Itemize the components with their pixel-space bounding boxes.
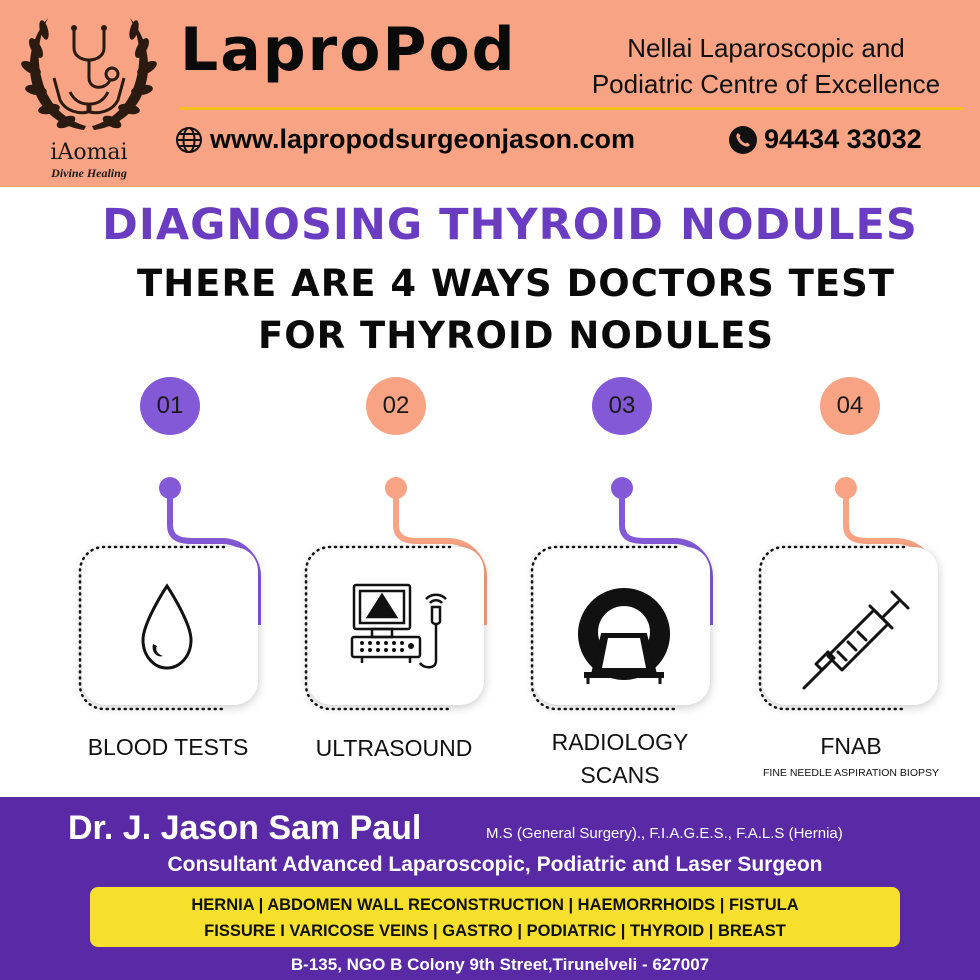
phone-link[interactable] [728, 124, 922, 155]
blood-drop-icon [137, 582, 197, 672]
step-number-badge: 02 [366, 377, 426, 435]
phone-icon [728, 125, 758, 155]
services-line-2: FISSURE I VARICOSE VEINS | GASTRO | PODIATRIC | THYROID | BREAST [204, 922, 786, 940]
step-label: BLOOD TESTS [87, 734, 249, 760]
header-divider [180, 107, 964, 110]
centre-name [556, 30, 976, 102]
doctor-qualifications: M.S (General Surgery)., F.I.A.G.E.S., F.A.L.S (Hernia) [486, 825, 843, 842]
services-box [90, 887, 900, 947]
step-number-badge: 03 [592, 377, 652, 435]
website-link[interactable] [174, 124, 635, 155]
step-note: FINE NEEDLE ASPIRATION BIOPSY [762, 767, 940, 779]
step-radiology-scans [534, 377, 764, 797]
centre-line-2: Podiatric Centre of Excellence [591, 69, 941, 99]
phone-text[interactable]: 94434 33032 [764, 124, 922, 154]
step-number-badge: 04 [820, 377, 880, 435]
website-text[interactable]: www.lapropodsurgeonjason.com [210, 124, 636, 154]
ultrasound-machine-icon [348, 577, 458, 687]
subtitle-line-2: FOR THYROID NODULES [257, 314, 775, 357]
stethoscope-hands-laurel-icon [14, 8, 164, 143]
syringe-icon [800, 574, 918, 692]
step-label [500, 726, 740, 792]
step-label: FNAB [820, 733, 882, 759]
step-fnab [762, 377, 980, 797]
iaomai-logo [14, 8, 164, 180]
globe-icon [174, 125, 204, 155]
header-banner [0, 0, 980, 187]
clinic-address: B-135, NGO B Colony 9th Street,Tirunelveli - 627007 [290, 955, 710, 974]
ct-scanner-icon [574, 584, 674, 684]
page-title: DIAGNOSING THYROID NODULES [102, 200, 918, 250]
services-line-1: HERNIA | ABDOMEN WALL RECONSTRUCTION | HAEMORRHOIDS | FISTULA [191, 896, 799, 914]
step-label-line-1: RADIOLOGY [551, 729, 689, 755]
footer-banner [0, 797, 980, 980]
subtitle-line-1: THERE ARE 4 WAYS DOCTORS TEST [136, 262, 896, 305]
step-label: ULTRASOUND [315, 735, 473, 761]
doctor-role: Consultant Advanced Laparoscopic, Podiatric and Laser Surgeon [167, 853, 823, 876]
brand-title: LaproPod [180, 15, 517, 85]
centre-line-1: Nellai Laparoscopic and [627, 33, 905, 63]
step-number-badge: 01 [140, 377, 200, 435]
doctor-name: Dr. J. Jason Sam Paul [68, 809, 422, 847]
logo-tagline: Divine Healing [51, 166, 127, 180]
logo-name: iAomai [50, 140, 128, 165]
step-label-line-2: SCANS [580, 762, 660, 788]
